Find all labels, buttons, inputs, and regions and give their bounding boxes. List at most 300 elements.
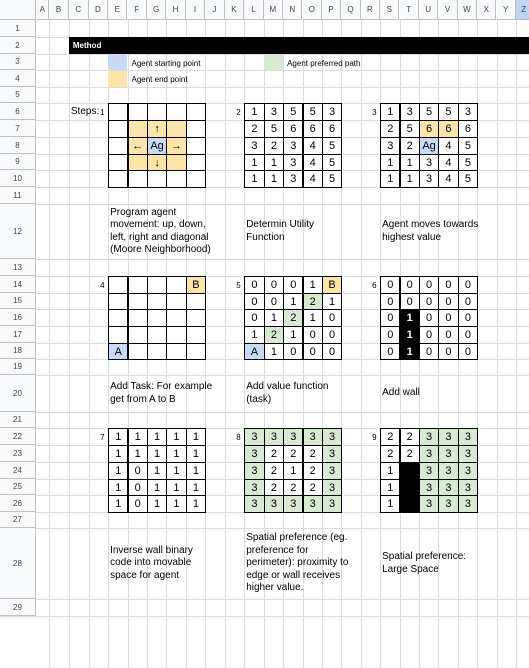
caption-c2 [246, 204, 351, 259]
grid-g3-cell[interactable]: 1 [380, 154, 400, 171]
column-header-w[interactable]: W [458, 0, 477, 20]
grid-g7-cell[interactable]: 1 [128, 445, 148, 463]
column-header-c[interactable]: C [69, 0, 89, 20]
grid-g1-cell[interactable] [128, 170, 148, 188]
grid-g5-cell[interactable]: 0 [322, 309, 342, 327]
grid-g7-cell[interactable]: 0 [128, 495, 148, 513]
row-header-9[interactable]: 9 [0, 154, 36, 170]
grid-g4-cell[interactable] [128, 309, 148, 327]
grid-g1-cell[interactable] [186, 154, 207, 171]
caption-text: Add value function (task) [246, 381, 329, 405]
grid-g2-cell[interactable]: 3 [283, 137, 303, 155]
column-header-n[interactable]: N [283, 0, 302, 20]
column-header-f[interactable]: F [128, 0, 147, 20]
grid-g3-cell[interactable]: 4 [438, 137, 458, 155]
row-header-28[interactable]: 28 [0, 528, 36, 599]
grid-g6-cell[interactable]: 0 [400, 276, 420, 294]
grid-g2-cell[interactable]: 3 [322, 103, 342, 121]
column-header-u[interactable]: U [419, 0, 438, 20]
grid-g9-cell[interactable]: 3 [419, 495, 439, 513]
steps-label: Steps: [70, 106, 100, 117]
grid-g7-cell[interactable]: 1 [147, 462, 167, 480]
grid-g6-cell[interactable]: 0 [438, 343, 458, 360]
step-number-1: 1 [100, 108, 105, 117]
row-header-18[interactable]: 18 [0, 343, 36, 359]
grid-g4-cell[interactable] [166, 293, 186, 310]
grid-g2-cell[interactable]: 4 [303, 170, 323, 188]
grid-g5-cell[interactable]: 0 [303, 343, 323, 360]
row-header-21[interactable]: 21 [0, 412, 36, 428]
grid-g9-cell[interactable]: 1 [380, 462, 400, 480]
grid-g3-cell[interactable]: 6 [438, 120, 458, 138]
grid-g2-cell[interactable]: 1 [244, 154, 265, 171]
grid-g5-cell[interactable]: 2 [303, 293, 323, 310]
grid-g3-cell[interactable]: 2 [400, 137, 420, 155]
grid-g9-cell[interactable]: 3 [419, 479, 439, 496]
grid-g7-cell[interactable]: 1 [186, 445, 207, 463]
grid-g2-cell[interactable]: 1 [244, 103, 265, 121]
grid-g4-cell[interactable] [186, 343, 207, 360]
grid-g4-cell[interactable] [147, 326, 167, 344]
grid-g6-cell[interactable]: 0 [458, 309, 478, 327]
grid-g9-cell[interactable]: 3 [458, 462, 478, 480]
grid-g9-cell[interactable]: 1 [380, 495, 400, 513]
grid-g1-cell[interactable] [186, 120, 207, 138]
grid-g4-cell[interactable] [186, 309, 207, 327]
grid-g5-cell[interactable]: 0 [322, 343, 342, 360]
grid-g3-cell[interactable]: 3 [419, 170, 439, 188]
grid-g1-cell[interactable] [108, 120, 128, 138]
grid-col-line [361, 0, 362, 668]
grid-g1-cell[interactable] [108, 170, 128, 188]
grid-g1-cell[interactable] [166, 154, 186, 171]
grid-g3-cell[interactable]: 5 [438, 103, 458, 121]
column-header-l[interactable]: L [244, 0, 264, 20]
grid-g8-cell[interactable]: 3 [264, 428, 284, 446]
column-header-b[interactable]: B [49, 0, 69, 20]
row-header-2[interactable]: 2 [0, 37, 36, 54]
grid-g9-cell[interactable]: 3 [419, 445, 439, 463]
row-header-17[interactable]: 17 [0, 326, 36, 343]
step-number-7: 7 [100, 433, 105, 442]
grid-g8-cell[interactable]: 3 [283, 495, 303, 513]
legend-end-label: Agent end point [131, 75, 188, 84]
grid-g7-cell[interactable]: 0 [128, 479, 148, 496]
grid-g9-cell[interactable] [400, 479, 420, 496]
grid-g1-cell[interactable] [186, 103, 207, 121]
grid-g4-cell[interactable] [108, 326, 128, 344]
grid-g8-cell[interactable]: 3 [322, 495, 342, 513]
grid-g7-cell[interactable]: 1 [108, 479, 128, 496]
row-header-20[interactable]: 20 [0, 375, 36, 412]
grid-col-line [497, 0, 498, 668]
grid-g2-cell[interactable]: 1 [244, 170, 265, 188]
grid-g2-cell[interactable]: 1 [264, 154, 284, 171]
caption-text: Spatial preference (eg. preference for perimeter): proximity to edge or wall receives higher value. [246, 532, 349, 594]
grid-g9-cell[interactable]: 3 [419, 462, 439, 480]
grid-g5-cell[interactable]: 1 [303, 276, 323, 294]
grid-g9-cell[interactable]: 3 [458, 479, 478, 496]
grid-g6-cell[interactable]: 0 [419, 276, 439, 294]
grid-g8-cell[interactable]: 2 [264, 445, 284, 463]
grid-g1-cell[interactable] [166, 120, 186, 138]
grid-g4-cell[interactable]: A [108, 343, 128, 360]
row-header-12[interactable]: 12 [0, 204, 36, 259]
grid-g4-cell[interactable] [108, 309, 128, 327]
grid-g1-cell[interactable] [186, 170, 207, 188]
grid-g2-cell[interactable]: 4 [303, 154, 323, 171]
grid-g5-cell[interactable]: 0 [264, 276, 284, 294]
grid-g8-cell[interactable]: 2 [303, 462, 323, 480]
grid-g3-cell[interactable]: 4 [438, 154, 458, 171]
column-header-o[interactable]: O [303, 0, 322, 20]
row-header-22[interactable]: 22 [0, 428, 36, 445]
row-header-19[interactable]: 19 [0, 359, 36, 375]
step-number-6: 6 [372, 281, 377, 290]
row-header-1[interactable]: 1 [0, 20, 36, 37]
grid-g8-cell[interactable]: 3 [244, 445, 265, 463]
grid-g2-cell[interactable]: 2 [264, 137, 284, 155]
grid-g9-cell[interactable]: 2 [380, 445, 400, 463]
grid-g5-cell[interactable]: 1 [244, 326, 265, 344]
row-header-14[interactable]: 14 [0, 276, 36, 293]
row-header-4[interactable]: 4 [0, 70, 36, 87]
grid-g6-cell[interactable]: 0 [380, 276, 400, 294]
grid-g8-cell[interactable]: 3 [283, 428, 303, 446]
grid-g3-cell[interactable]: 6 [419, 120, 439, 138]
grid-g1-cell[interactable]: ↓ [147, 154, 167, 171]
grid-g7-cell[interactable]: 1 [186, 495, 207, 513]
grid-g5-cell[interactable]: 0 [264, 293, 284, 310]
column-header-y[interactable]: Y [497, 0, 516, 20]
grid-g6-cell[interactable]: 0 [419, 326, 439, 344]
grid-g8-cell[interactable]: 2 [264, 479, 284, 496]
grid-g4-cell[interactable] [166, 276, 186, 294]
grid-g7-cell[interactable]: 1 [128, 428, 148, 446]
grid-col-line [49, 0, 50, 668]
grid-g5-cell[interactable]: 0 [322, 326, 342, 344]
grid-g2-cell[interactable]: 5 [264, 120, 284, 138]
grid-g9-cell[interactable] [400, 495, 420, 513]
grid-g3-cell[interactable]: 4 [438, 170, 458, 188]
grid-g4-cell[interactable] [128, 326, 148, 344]
grid-g5-cell[interactable]: 0 [244, 293, 265, 310]
select-all-corner[interactable] [0, 0, 36, 20]
grid-g6-cell[interactable]: 0 [438, 293, 458, 310]
grid-g9-cell[interactable]: 1 [380, 479, 400, 496]
grid-g8-cell[interactable]: 2 [303, 445, 323, 463]
legend-start-label: Agent starting point [131, 59, 201, 68]
grid-g3-cell[interactable]: 1 [400, 154, 420, 171]
grid-g5-cell[interactable]: 0 [283, 343, 303, 360]
grid-g3-cell[interactable]: 1 [380, 103, 400, 121]
grid-g2-cell[interactable]: 3 [283, 154, 303, 171]
row-header-27[interactable]: 27 [0, 512, 36, 528]
grid-g5-cell[interactable]: 1 [264, 343, 284, 360]
grid-g1-cell[interactable] [108, 137, 128, 155]
grid-g4-cell[interactable] [147, 293, 167, 310]
grid-g3-cell[interactable]: 2 [380, 120, 400, 138]
grid-g9-cell[interactable]: 3 [438, 479, 458, 496]
grid-g7-cell[interactable]: 1 [108, 445, 128, 463]
row-header-6[interactable]: 6 [0, 103, 36, 120]
grid-g6-cell[interactable]: 0 [438, 309, 458, 327]
grid-g5-cell[interactable]: 1 [283, 293, 303, 310]
grid-g7-cell[interactable]: 1 [147, 479, 167, 496]
grid-g4-cell[interactable] [128, 293, 148, 310]
grid-g2-cell[interactable]: 5 [322, 154, 342, 171]
column-header-e[interactable]: E [108, 0, 127, 20]
row-header-26[interactable]: 26 [0, 495, 36, 512]
grid-g8-cell[interactable]: 3 [244, 428, 265, 446]
grid-g7-cell[interactable]: 1 [166, 445, 186, 463]
grid-g7-cell[interactable]: 1 [186, 479, 207, 496]
grid-g8-cell[interactable]: 3 [322, 462, 342, 480]
grid-g4-cell[interactable] [166, 343, 186, 360]
grid-g8-cell[interactable]: 3 [244, 495, 265, 513]
grid-g4-cell[interactable] [186, 293, 207, 310]
grid-g7-cell[interactable]: 1 [186, 462, 207, 480]
caption-c9 [382, 528, 487, 599]
row-header-24[interactable]: 24 [0, 462, 36, 479]
grid-g3-cell[interactable]: 5 [419, 103, 439, 121]
column-header-z[interactable]: Z [516, 0, 529, 20]
grid-g7-cell[interactable]: 1 [166, 495, 186, 513]
grid-g8-cell[interactable]: 1 [283, 462, 303, 480]
grid-g2-cell[interactable]: 6 [322, 120, 342, 138]
row-header-10[interactable]: 10 [0, 170, 36, 187]
grid-g6-cell[interactable]: 0 [458, 276, 478, 294]
grid-g3-cell[interactable]: 3 [400, 103, 420, 121]
grid-g3-cell[interactable]: 1 [400, 170, 420, 188]
grid-g6-cell[interactable]: 0 [438, 276, 458, 294]
grid-g3-cell[interactable]: 1 [380, 170, 400, 188]
grid-g8-cell[interactable]: 3 [322, 428, 342, 446]
grid-g3-cell[interactable]: 5 [458, 137, 478, 155]
grid-g8-cell[interactable]: 3 [244, 479, 265, 496]
grid-g1-cell[interactable] [186, 137, 207, 155]
grid-g4-cell[interactable] [147, 343, 167, 360]
grid-g9-cell[interactable]: 3 [458, 445, 478, 463]
row-header-5[interactable]: 5 [0, 87, 36, 103]
grid-g6-cell[interactable]: 1 [400, 309, 420, 327]
grid-g1-cell[interactable]: Ag [147, 137, 167, 155]
grid-g2-cell[interactable]: 5 [303, 103, 323, 121]
grid-g5-cell[interactable]: 1 [303, 309, 323, 327]
grid-g8-cell[interactable]: 3 [322, 445, 342, 463]
grid-g7-cell[interactable]: 1 [166, 462, 186, 480]
grid-g2-cell[interactable]: 5 [322, 170, 342, 188]
column-header-j[interactable]: J [205, 0, 225, 20]
grid-g1-cell[interactable] [128, 103, 148, 121]
grid-g3-cell[interactable]: 3 [419, 154, 439, 171]
grid-g6-cell[interactable]: 0 [438, 326, 458, 344]
grid-g7-cell[interactable]: 1 [147, 495, 167, 513]
grid-g4-cell[interactable] [166, 309, 186, 327]
row-header-25[interactable]: 25 [0, 479, 36, 495]
row-header-11[interactable]: 11 [0, 187, 36, 204]
grid-g3-cell[interactable]: 5 [458, 170, 478, 188]
grid-g9-cell[interactable]: 3 [458, 428, 478, 446]
grid-g8-cell[interactable]: 2 [283, 479, 303, 496]
grid-g3-cell[interactable]: 5 [458, 154, 478, 171]
grid-g4-cell[interactable] [147, 276, 167, 294]
grid-g5-cell[interactable]: A [244, 343, 265, 360]
grid-g4-cell[interactable] [128, 343, 148, 360]
column-header-s[interactable]: S [380, 0, 399, 20]
grid-g7-cell[interactable]: 0 [128, 462, 148, 480]
column-header-i[interactable]: I [186, 0, 206, 20]
grid-g5-cell[interactable]: 0 [244, 276, 265, 294]
grid-g6-cell[interactable]: 0 [380, 293, 400, 310]
grid-g3-cell[interactable]: Ag [419, 137, 439, 155]
grid-g1-cell[interactable]: ← [128, 137, 148, 155]
column-header-a[interactable]: A [37, 0, 50, 20]
grid-g5-cell[interactable]: 0 [244, 309, 265, 327]
grid-g7-cell[interactable]: 1 [147, 428, 167, 446]
grid-g9-cell[interactable]: 3 [438, 462, 458, 480]
grid-g7-cell[interactable]: 1 [108, 462, 128, 480]
row-header-7[interactable]: 7 [0, 120, 36, 137]
row-header-8[interactable]: 8 [0, 137, 36, 154]
grid-g6-cell[interactable]: 1 [400, 326, 420, 344]
grid-g5-cell[interactable]: 1 [322, 293, 342, 310]
grid-g9-cell[interactable]: 2 [380, 428, 400, 446]
grid-g1-cell[interactable] [166, 170, 186, 188]
column-header-g[interactable]: G [147, 0, 166, 20]
row-header-29[interactable]: 29 [0, 599, 36, 616]
grid-g4-cell[interactable]: B [186, 276, 207, 294]
grid-g8-cell[interactable]: 2 [303, 479, 323, 496]
grid-g1-cell[interactable] [128, 120, 148, 138]
grid-g1-cell[interactable] [108, 154, 128, 171]
grid-g9-cell[interactable]: 2 [400, 445, 420, 463]
grid-g1-cell[interactable]: ↑ [147, 120, 167, 138]
grid-g8-cell[interactable]: 3 [303, 428, 323, 446]
grid-g2-cell[interactable]: 5 [283, 103, 303, 121]
grid-g2-cell[interactable]: 3 [264, 103, 284, 121]
grid-g3-cell[interactable]: 5 [400, 120, 420, 138]
grid-g2-cell[interactable]: 6 [283, 120, 303, 138]
column-header-h[interactable]: H [166, 0, 185, 20]
grid-g5-cell[interactable]: 2 [264, 326, 284, 344]
row-header-16[interactable]: 16 [0, 309, 36, 326]
grid-g4-cell[interactable] [108, 276, 128, 294]
grid-g8-cell[interactable]: 3 [264, 495, 284, 513]
row-header-3[interactable]: 3 [0, 54, 36, 70]
grid-g1-cell[interactable]: → [166, 137, 186, 155]
grid-g1-cell[interactable] [166, 103, 186, 121]
grid-g8-cell[interactable]: 2 [264, 462, 284, 480]
grid-g7-cell[interactable]: 1 [108, 495, 128, 513]
grid-g6-cell[interactable]: 0 [458, 293, 478, 310]
grid-g6-cell[interactable]: 0 [380, 309, 400, 327]
grid-g1-cell[interactable] [147, 170, 167, 188]
row-header-15[interactable]: 15 [0, 293, 36, 309]
grid-g6-cell[interactable]: 1 [400, 343, 420, 360]
grid-g6-cell[interactable]: 0 [419, 343, 439, 360]
column-header-k[interactable]: K [225, 0, 245, 20]
column-header-v[interactable]: V [438, 0, 457, 20]
legend-path-swatch [264, 55, 283, 70]
grid-g4-cell[interactable] [186, 326, 207, 344]
grid-g5-cell[interactable]: 1 [283, 326, 303, 344]
caption-text: Determin Utility Function [246, 219, 314, 243]
grid-g2-cell[interactable]: 1 [264, 170, 284, 188]
grid-g9-cell[interactable]: 3 [438, 445, 458, 463]
grid-g5-cell[interactable]: 0 [303, 326, 323, 344]
column-header-d[interactable]: D [89, 0, 108, 20]
grid-g1-cell[interactable] [108, 103, 128, 121]
grid-g9-cell[interactable]: 3 [438, 428, 458, 446]
column-header-m[interactable]: M [264, 0, 283, 20]
step-number-3: 3 [372, 108, 377, 117]
grid-g1-cell[interactable] [128, 154, 148, 171]
grid-g8-cell[interactable]: 3 [244, 462, 265, 480]
grid-g8-cell[interactable]: 3 [303, 495, 323, 513]
grid-g4-cell[interactable] [108, 293, 128, 310]
grid-g6-cell[interactable]: 0 [458, 326, 478, 344]
grid-g6-cell[interactable]: 0 [419, 293, 439, 310]
column-header-t[interactable]: T [400, 0, 419, 20]
grid-g5-cell[interactable]: 1 [264, 309, 284, 327]
grid-g4-cell[interactable] [128, 276, 148, 294]
grid-g6-cell[interactable]: 0 [400, 293, 420, 310]
grid-g2-cell[interactable]: 4 [303, 137, 323, 155]
grid-g7-cell[interactable]: 1 [108, 428, 128, 446]
grid-g6-cell[interactable]: 0 [458, 343, 478, 360]
grid-g8-cell[interactable]: 2 [283, 445, 303, 463]
column-header-x[interactable]: X [477, 0, 496, 20]
grid-g6-cell[interactable]: 0 [380, 343, 400, 360]
grid-g5-cell[interactable]: 0 [283, 276, 303, 294]
grid-g4-cell[interactable] [147, 309, 167, 327]
grid-g2-cell[interactable]: 5 [322, 137, 342, 155]
grid-g7-cell[interactable]: 1 [166, 479, 186, 496]
grid-g3-cell[interactable]: 3 [458, 103, 478, 121]
grid-g3-cell[interactable]: 3 [380, 137, 400, 155]
grid-g9-cell[interactable]: 2 [400, 428, 420, 446]
column-header-p[interactable]: P [322, 0, 341, 20]
grid-g8-cell[interactable]: 3 [322, 479, 342, 496]
grid-g9-cell[interactable] [400, 462, 420, 480]
grid-g2-cell[interactable]: 2 [244, 120, 265, 138]
grid-g7-cell[interactable]: 1 [186, 428, 207, 446]
caption-c4 [110, 375, 215, 412]
grid-g2-cell[interactable]: 3 [283, 170, 303, 188]
grid-col-line [69, 0, 70, 668]
grid-g3-cell[interactable]: 6 [458, 120, 478, 138]
grid-g6-cell[interactable]: 0 [380, 326, 400, 344]
column-header-q[interactable]: Q [341, 0, 360, 20]
grid-g5-cell[interactable]: B [322, 276, 342, 294]
grid-g6-cell[interactable]: 0 [419, 309, 439, 327]
grid-g7-cell[interactable]: 1 [147, 445, 167, 463]
row-header-23[interactable]: 23 [0, 445, 36, 462]
grid-g1-cell[interactable] [147, 103, 167, 121]
grid-g4-cell[interactable] [166, 326, 186, 344]
row-header-13[interactable]: 13 [0, 259, 36, 276]
column-header-r[interactable]: R [361, 0, 380, 20]
grid-g5-cell[interactable]: 2 [283, 309, 303, 327]
grid-g9-cell[interactable]: 3 [458, 495, 478, 513]
grid-g9-cell[interactable]: 3 [419, 428, 439, 446]
grid-g9-cell[interactable]: 3 [438, 495, 458, 513]
caption-c8 [246, 528, 351, 599]
grid-g2-cell[interactable]: 6 [303, 120, 323, 138]
grid-g7-cell[interactable]: 1 [166, 428, 186, 446]
grid-g2-cell[interactable]: 3 [244, 137, 265, 155]
